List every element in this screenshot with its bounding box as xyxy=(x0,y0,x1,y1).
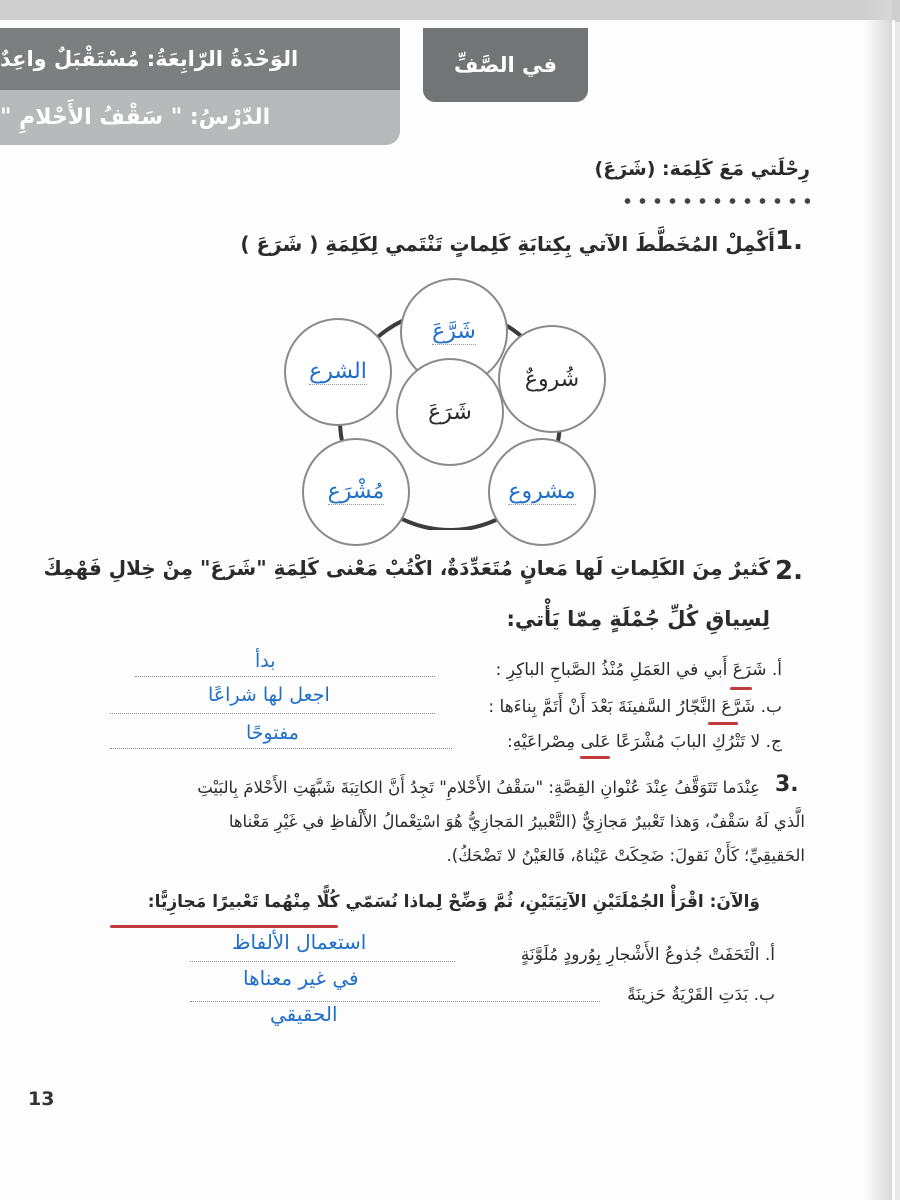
q3-answer-1: استعمال الألفاظ xyxy=(232,930,367,954)
q3-item-a: أ. الْتَحَفَتْ جُذوعُ الأَشْجارِ بِوُرودٍ مُلَوَّنَةٍ xyxy=(520,945,775,965)
q3-answer-2: في غير معناها xyxy=(243,966,359,990)
q2-prompt-line2: لِسِياقِ كُلِّ جُمْلَةٍ مِمّا يَأْتي: xyxy=(506,607,770,631)
unit-title: الوَحْدَةُ الرّابِعَةُ: مُسْتَقْبَلٌ واعِدٌ xyxy=(0,28,400,90)
q2-item-c: ج. لا تَتْرُكِ البابَ مُشْرَعًا عَلى مِصْراعَيْهِ: xyxy=(507,732,782,752)
underline-instruction xyxy=(110,925,338,928)
q1-number: 1. xyxy=(775,226,803,256)
underline-c xyxy=(580,756,610,759)
class-tab: في الصَّفِّ xyxy=(423,28,588,102)
answer-bottom-right: مشروع xyxy=(508,479,576,504)
q2-answer-line-b xyxy=(110,713,435,714)
q2-item-a: أ. شَرَعَ أَبي في العَمَلِ مُنْذُ الصَّباحِ الباكِرِ : xyxy=(495,660,782,680)
q3-answer-3: الحقيقي xyxy=(270,1002,338,1026)
q2-answer-c: مفتوحًا xyxy=(246,722,299,744)
word-node-bottom-left xyxy=(302,438,410,546)
scan-top-strip xyxy=(0,0,900,22)
q2-item-b: ب. شَرَّعَ النَّجّارُ السَّفينَةَ بَعْدَ أَنْ أَتَمَّ بِناءَها : xyxy=(488,697,782,717)
q3-answer-line-a xyxy=(190,961,455,962)
word-node-left xyxy=(284,318,392,426)
center-word: شَرَعَ xyxy=(428,399,472,425)
underline-b xyxy=(708,722,738,725)
q2-answer-line-a xyxy=(135,676,435,677)
q1-prompt: أَكْمِلْ المُخَطَّطَ الآتي بِكِتابَةِ كَلِماتٍ تَنْتَمي لِكَلِمَةِ ( شَرَعَ ) xyxy=(240,232,775,256)
q2-prompt-line1: كَثيرٌ مِنَ الكَلِماتِ لَها مَعانٍ مُتَعَدِّدَةٌ، اكْتُبْ مَعْنى كَلِمَةِ "شَرَعَ" مِنْ خِلالِ فَهْمِكَ xyxy=(43,556,770,580)
q3-para-line1: عِنْدَما تَتَوَقَّفُ عِنْدَ عُنْوانِ القِصَّةِ: "سَقْفُ الأَحْلامِ" تَجِدُ أَنَّ الكاتِبَةَ شَبَّهَتِ الأَحْلامَ بِالبَيْتِ xyxy=(197,778,760,797)
q3-number: 3. xyxy=(775,772,799,797)
word-node-bottom-right xyxy=(488,438,596,546)
q2-answer-a: بدأ xyxy=(255,650,276,672)
answer-left: الشرع xyxy=(309,359,367,384)
q3-item-b: ب. بَدَتِ القَرْيَةُ حَزينَةً xyxy=(627,985,775,1005)
q2-answer-line-c xyxy=(110,748,452,749)
page-number: 13 xyxy=(28,1088,55,1110)
page-binding-shadow xyxy=(864,0,892,1200)
q3-para-line3: الحَقيقِيِّ؛ كَأَنْ نَقولَ: ضَحِكَتْ عَيْناهُ، فَالعَيْنُ لا تَضْحَكُ). xyxy=(446,846,805,865)
q3-instruction: وَالآنَ: اقْرَأْ الجُمْلَتَيْنِ الآتِيَتَيْنِ، ثُمَّ وَضِّحْ لِماذا نُسَمّي كُلًّا مِنْهُما تَعْبيرًا مَجازِيًّا: xyxy=(147,892,760,912)
dotted-divider xyxy=(620,195,810,207)
lesson-title: الدّرْسُ: " سَقْفُ الأَحْلامِ " xyxy=(0,90,400,145)
journey-title: رِحْلَتي مَعَ كَلِمَة: (شَرَعَ) xyxy=(594,158,810,180)
underline-a xyxy=(730,687,752,690)
answer-bottom-left: مُشْرَع xyxy=(327,479,385,504)
printed-word-right: شُروعٌ xyxy=(524,366,580,392)
q2-answer-b: اجعل لها شراعًا xyxy=(208,684,330,706)
q2-number: 2. xyxy=(775,556,803,586)
q3-para-line2: الَّذي لَهُ سَقْفٌ، وَهذا تَعْبيرٌ مَجازِيٌّ (التَّعْبيرُ المَجازِيُّ هُوَ اسْتِعْمالُ الأَلْفاظِ في غَيْرِ مَعْناها xyxy=(228,812,805,831)
answer-top: شَرَّعَ xyxy=(432,319,476,344)
word-node-right xyxy=(498,325,606,433)
word-node-center xyxy=(396,358,504,466)
q3-answer-line-b xyxy=(190,1001,600,1002)
